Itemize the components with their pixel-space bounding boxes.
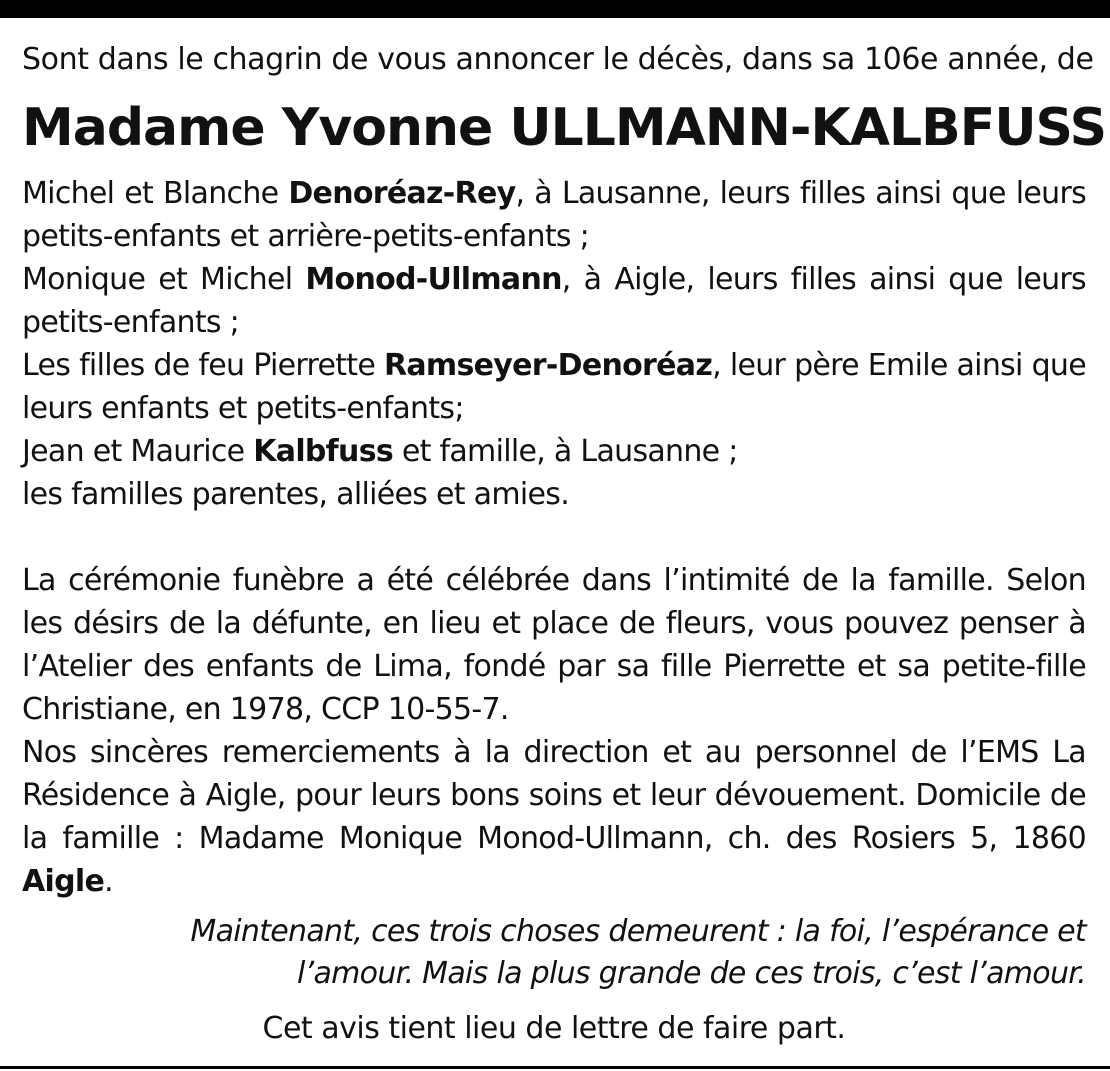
ceremony-paragraph: La cérémonie funèbre a été célébrée dans l’intimité de la famille. Selon les désirs de la défunte, en lieu et place de fleurs, vous pouvez penser à l’Atelier des enfants de Lima, fondé par sa fille Pierrette et sa petite-fille Christiane, en 1978, CCP 10-55-7. <box>22 563 1086 727</box>
announcement-intro: Sont dans le chagrin de vous annoncer le décès, dans sa 106e année, de <box>22 42 1094 77</box>
mourner-entry: les familles parentes, alliées et amies. <box>22 477 570 512</box>
top-border-rule <box>0 0 1110 18</box>
bible-verse <box>102 911 1086 995</box>
verse-line: Maintenant, ces trois choses demeurent : la foi, l’espérance et <box>190 914 1086 949</box>
thanks-paragraph: Nos sincères remerciements à la direction et au personnel de l’EMS La Résidence à Aigle, pour leurs bons soins et leur dévouement. Domicile de la famille : Madame Monique Monod-Ullmann, ch. des Rosiers 5, 1860 Aigle. <box>22 735 1086 899</box>
mourner-entry: Les filles de feu Pierrette Ramseyer-Denoréaz, leur père Emile ainsi que leurs enfants et petits-enfants; <box>22 348 1087 426</box>
mourner-entry: Jean et Maurice Kalbfuss et famille, à Lausanne ; <box>22 434 738 469</box>
spacer <box>22 516 1086 559</box>
bottom-border-rule <box>0 1066 1110 1069</box>
death-notice <box>22 38 1107 1051</box>
city-name: Aigle <box>22 864 105 899</box>
family-name: Kalbfuss <box>253 434 394 469</box>
mourner-entry: Michel et Blanche Denoréaz-Rey, à Lausanne, leurs filles ainsi que leurs petits-enfants et arrière-petits-enfants ; <box>22 176 1087 254</box>
family-name: Monod-Ullmann <box>305 262 562 297</box>
closing-line: Cet avis tient lieu de lettre de faire part. <box>262 1011 846 1046</box>
family-name: Denoréaz-Rey <box>288 176 516 211</box>
mourner-entry: Monique et Michel Monod-Ullmann, à Aigle, leurs filles ainsi que leurs petits-enfants ; <box>22 262 1086 340</box>
family-name: Ramseyer-Denoréaz <box>383 348 713 383</box>
verse-line: l’amour. Mais la plus grande de ces trois, c’est l’amour. <box>296 956 1086 991</box>
deceased-name: Madame Yvonne ULLMANN-KALBFUSS <box>22 98 1107 158</box>
mourners-list <box>22 172 1086 516</box>
